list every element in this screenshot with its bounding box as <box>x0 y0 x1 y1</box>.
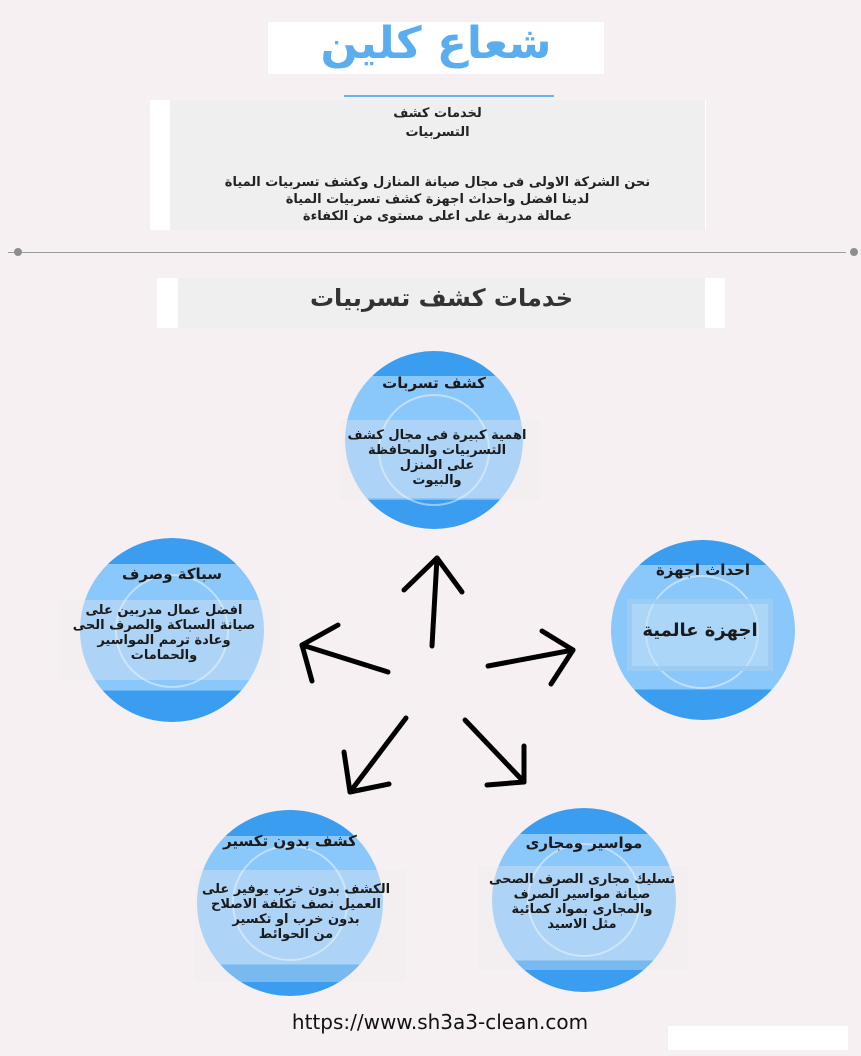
service-text-line: اهمية كبيرة فى مجال كشف <box>347 428 527 443</box>
arrow-up <box>404 558 462 646</box>
service-text-line: مثل الاسيد <box>547 917 617 932</box>
service-text-line: صيانة مواسير الصرف <box>513 887 651 902</box>
intro-title-line-2: التسربيات <box>405 125 470 140</box>
intro-line-1: نحن الشركة الاولى فى مجال صيانة المنازل وكشف تسربيات المياة <box>224 175 651 190</box>
service-text-line: الكشف بدون خرب يوفير على <box>201 882 391 897</box>
service-title-nobreak: كشف بدون تكسير <box>223 832 357 850</box>
service-title-plumbing: سباكة وصرف <box>121 565 223 583</box>
service-text-line: والمجارى بمواد كمائية <box>511 902 653 917</box>
website-url[interactable]: https://www.sh3a3-clean.com <box>291 1010 589 1034</box>
arrow-left <box>302 625 388 681</box>
service-text-line: والبيوت <box>412 473 462 488</box>
arrow-down-left <box>344 718 406 792</box>
intro-title-line-1: لخدمات كشف <box>393 106 482 121</box>
arrow-right <box>488 631 573 684</box>
service-text-line: صيانة السباكة والصرف الحى <box>72 618 256 633</box>
service-text-line: تسليك مجارى الصرف الصحى <box>488 872 676 887</box>
service-text-line: والحمامات <box>130 648 198 663</box>
service-text-plumbing <box>52 603 276 663</box>
service-title-pipes: مواسير ومجارى <box>525 834 643 852</box>
service-text-line: وعادة ترمم المواسير <box>97 633 231 648</box>
intro-line-2: لدينا افضل واحداث اجهزة كشف تسربيات المياة <box>285 192 590 207</box>
service-text-line: العميل نصف تكلفة الاصلاح <box>211 897 381 912</box>
service-text-nobreak <box>185 882 407 942</box>
service-title-devices: احداث اجهزة <box>655 561 751 579</box>
service-text-leak <box>330 428 544 488</box>
section-title: خدمات كشف تسربيات <box>309 284 574 312</box>
service-text-line: من الحوائط <box>258 927 334 942</box>
footer-corner-panel <box>668 1026 848 1050</box>
arrow-down-right <box>465 720 524 785</box>
service-text-line: افضل عمال مدربين على <box>85 603 243 618</box>
intro-line-3: عمالة مدربة على اعلى مستوى من الكفاءة <box>302 209 573 224</box>
service-text-pipes <box>470 872 694 932</box>
brand-logo: شعاع كلين <box>320 18 552 69</box>
service-text-line: التسربيات والمحافظة <box>367 443 507 458</box>
service-title-leak: كشف تسربات <box>382 374 486 392</box>
service-text-line: على المنزل <box>399 458 475 473</box>
service-text-line: بدون خرب او تكسير <box>232 912 360 927</box>
devices-badge-text: اجهزة عالمية <box>642 620 758 641</box>
